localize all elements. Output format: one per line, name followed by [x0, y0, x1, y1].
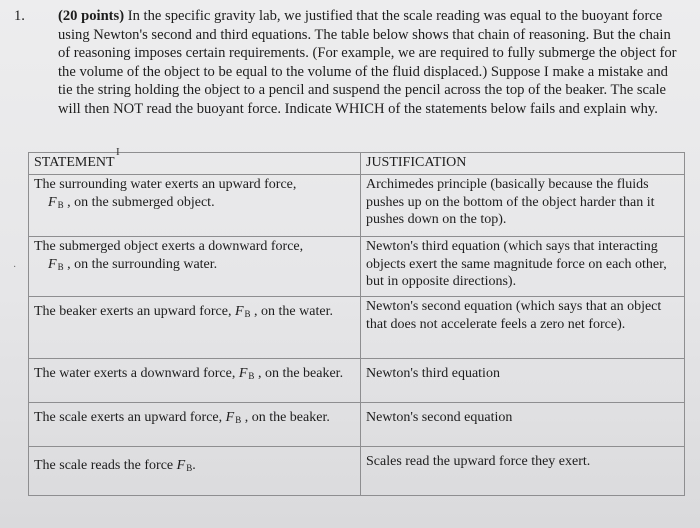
table-row: [29, 237, 685, 297]
force-subscript: B: [248, 371, 255, 381]
force-subscript: B: [244, 309, 251, 319]
force-symbol: F: [234, 304, 244, 319]
table-row: [29, 297, 685, 359]
force-subscript: B: [235, 415, 242, 425]
statement-text-end: , on the beaker.: [244, 410, 330, 425]
statement-cell: [29, 237, 361, 297]
question-points: (20 points): [58, 8, 125, 24]
statement-text-end: , on the water.: [254, 304, 333, 319]
statement-text-end: , on the beaker.: [257, 366, 344, 381]
statement-header: STATEMENT: [29, 153, 361, 175]
statement-cell: [29, 297, 361, 359]
statement-cell: [29, 403, 361, 447]
statement-text-end: .: [192, 458, 196, 473]
justification-header: JUSTIFICATION: [361, 153, 685, 175]
statement-cell: [29, 447, 361, 496]
statement-cell: [29, 175, 361, 237]
statement-text: The scale reads the force: [34, 458, 174, 473]
force-subscript: B: [57, 261, 64, 272]
table-row: [29, 359, 685, 403]
justification-cell: Newton's second equation (which says that an object that does not accelerate feels a zero net force).: [361, 297, 685, 359]
force-subscript: B: [57, 199, 64, 210]
question-body: In the specific gravity lab, we justified that the scale reading was equal to the buoyant force using Newton's second and third equations. The table below shows that chain of reasoning. But the chain of reasoning imposes certain requirements. (For example, we are required to fully submerge the object for the volume of the object to be equal to the volume of the fluid displaced.) Suppose I make a mistake and tie the string holding the object to a pencil and suspend the pencil across the top of the beaker. The scale will then NOT read the buoyant force. Indicate WHICH of the statements below fails and explain why.: [58, 8, 677, 117]
statement-text-end: , on the submerged object.: [67, 194, 215, 210]
force-symbol: F: [176, 458, 186, 473]
table-row: [29, 403, 685, 447]
justification-cell: Newton's second equation: [361, 403, 685, 447]
statement-text: The water exerts a downward force,: [34, 366, 236, 381]
statement-cell: [29, 359, 361, 403]
statement-text: The beaker exerts an upward force,: [34, 304, 232, 319]
force-subscript: B: [186, 463, 193, 473]
justification-cell: Archimedes principle (basically because the fluids pushes up on the bottom of the object harder than it pushes down on the top).: [361, 175, 685, 237]
force-symbol: F: [238, 366, 248, 381]
justification-cell: Scales read the upward force they exert.: [361, 447, 685, 496]
justification-cell: Newton's third equation (which says that interacting objects exert the same magnitude force on each other, but in opposite directions).: [361, 237, 685, 297]
statement-text: The submerged object exerts a downward force,: [34, 239, 304, 254]
statement-text: The surrounding water exerts an upward force,: [34, 177, 297, 192]
force-symbol: F: [48, 194, 57, 210]
table-header-row: [29, 153, 685, 175]
table-row: [29, 447, 685, 496]
force-symbol: F: [225, 410, 235, 425]
text-cursor-icon: I: [116, 146, 120, 158]
question-number: 1.: [14, 8, 25, 24]
statement-text: The scale exerts an upward force,: [34, 410, 223, 425]
force-symbol: F: [48, 256, 57, 272]
statement-text-end: , on the surrounding water.: [67, 256, 218, 272]
tick-mark-icon: ·: [13, 262, 17, 273]
statements-table: [28, 152, 685, 496]
table-row: [29, 175, 685, 237]
question-text: [58, 7, 682, 119]
justification-cell: Newton's third equation: [361, 359, 685, 403]
